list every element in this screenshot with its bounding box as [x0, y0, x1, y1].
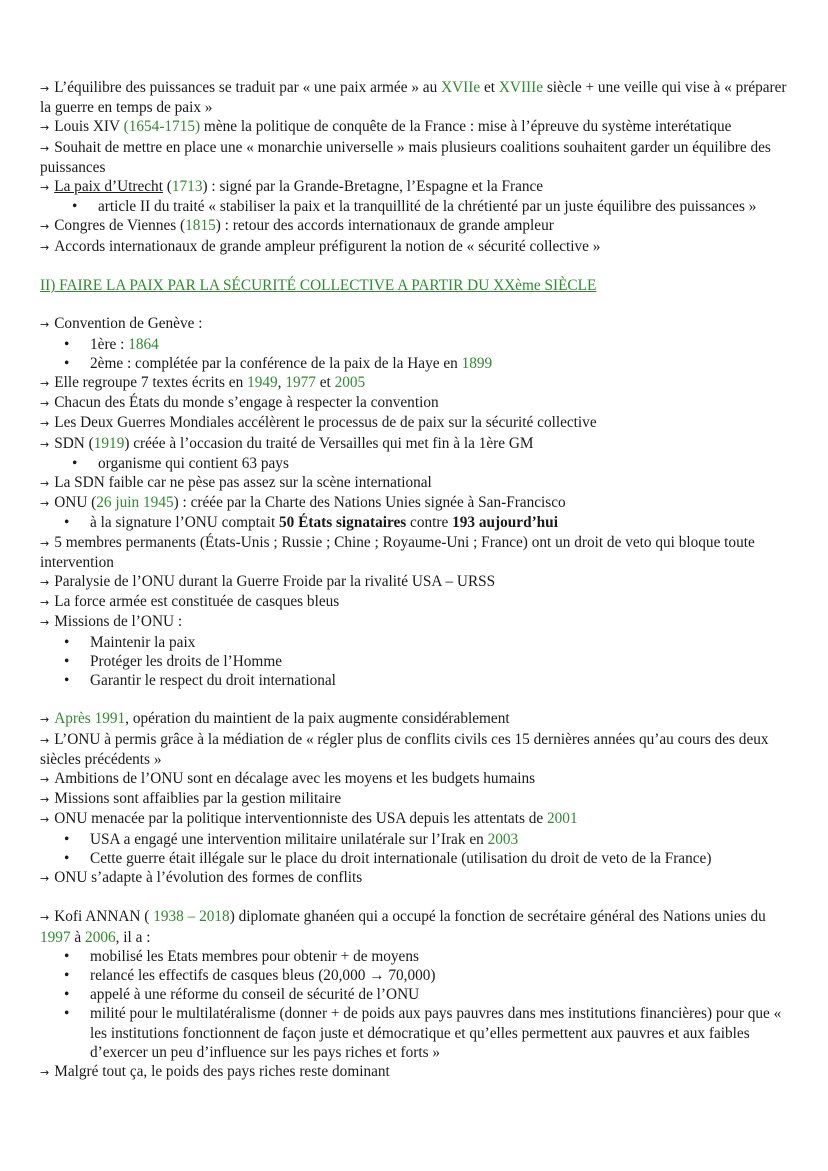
arrow-icon: → [40, 1066, 50, 1080]
list-item: • 1ère : 1864 [40, 335, 794, 354]
paragraph-equilibre: → L’équilibre des puissances se traduit par « une paix armée » au XVIIe et XVIIIe siècle + une veille qui vise à « préparer la guerre en temps de paix » [40, 79, 787, 117]
date: 2003 [487, 830, 519, 848]
paragraph-onu: → ONU (26 juin 1945) : créée par la Charte des Nations Unies signée à San-Francisco [40, 494, 566, 512]
paragraph-kofi-annan: → Kofi ANNAN ( 1938 – 2018) diplomate ghanéen qui a occupé la fonction de secrétaire général des Nations unies du 1997 à 2006, il a : [40, 908, 766, 946]
arrow-icon: → [40, 121, 50, 135]
arrow-icon: → [40, 616, 50, 630]
paragraph-vienne: → Congres de Viennes (1815) : retour des accords internationaux de grande ampleur [40, 217, 554, 235]
paragraph-menacee: → ONU menacée par la politique interventionniste des USA depuis les attentats de 2001 [40, 810, 578, 828]
list-item: • article II du traité « stabiliser la paix et la tranquillité de la chrétienté par un juste équilibre des puissances » [40, 197, 794, 216]
paragraph-malgre: → Malgré tout ça, le poids des pays riches reste dominant [40, 1063, 390, 1081]
paragraph-mediation: → L’ONU à permis grâce à la médiation de « régler plus de conflits civils ces 15 dernières années qu’au cours des deux siècles précédents » [40, 730, 769, 768]
date: 2001 [547, 810, 578, 828]
arrow-icon: → [40, 576, 50, 590]
list-item: • 2ème : complétée par la conférence de la paix de la Haye en 1899 [40, 354, 794, 373]
underlined-term: La paix d’Utrecht [54, 178, 163, 196]
date: 26 juin 1945 [96, 494, 174, 512]
arrow-icon: → [40, 220, 50, 234]
paragraph-force: → La force armée est constituée de casques bleus [40, 593, 340, 611]
date: 1864 [128, 335, 159, 353]
list-item: • mobilisé les Etats membres pour obtenir + de moyens [40, 947, 794, 966]
list-item: • Protéger les droits de l’Homme [40, 652, 794, 671]
list-item: • Cette guerre était illégale sur le place du droit internationale (utilisation du droit de veto de la France) [40, 849, 794, 868]
arrow-icon: → [40, 181, 50, 195]
arrow-icon: → [40, 773, 50, 787]
list-item: • Garantir le respect du droit international [40, 671, 794, 690]
date: XVIIIe [498, 79, 544, 96]
date: 1977 [285, 374, 316, 392]
date: 1899 [461, 354, 493, 372]
bullet-list [40, 335, 794, 373]
arrow-icon: → [40, 813, 50, 827]
paragraph-adapte: → ONU s’adapte à l’évolution des formes de conflits [40, 869, 363, 887]
arrow-icon: → [40, 82, 50, 95]
paragraph-apres-1991: → Après 1991, opération du maintient de la paix augmente considérablement [40, 710, 510, 728]
arrow-icon: → [40, 536, 50, 550]
paragraph-missions-affaiblies: → Missions sont affaiblies par la gestion militaire [40, 790, 342, 808]
paragraph-sdn-faible: → La SDN faible car ne pèse pas assez sur la scène international [40, 474, 432, 492]
arrow-icon: → [40, 497, 50, 511]
paragraph-geneve: → Convention de Genève : [40, 315, 203, 333]
arrow-icon: → [40, 793, 50, 807]
paragraph-chacun: → Chacun des États du monde s’engage à respecter la convention [40, 394, 439, 412]
date: 1713 [171, 178, 203, 196]
date: Après 1991 [54, 710, 126, 728]
paragraph-accords: → Accords internationaux de grande ampleur préfigurent la notion de « sécurité collective » [40, 237, 601, 255]
paragraph-utrecht: → La paix d’Utrecht (1713) : signé par la Grande-Bretagne, l’Espagne et la France [40, 178, 544, 196]
paragraph-missions: → Missions de l’ONU : [40, 613, 183, 631]
list-item: • Maintenir la paix [40, 633, 794, 652]
arrow-icon: → [40, 141, 50, 155]
bullet-list [40, 830, 794, 868]
list-item: • USA a engagé une intervention militaire unilatérale sur l’Irak en 2003 [40, 830, 794, 849]
arrow-icon: → [40, 713, 50, 727]
date: (1654-1715) [123, 118, 201, 136]
paragraph-paralysie: → Paralysie de l’ONU durant la Guerre Froide par la rivalité USA – URSS [40, 573, 496, 591]
section-heading: II) FAIRE LA PAIX PAR LA SÉCURITÉ COLLECTIVE A PARTIR DU XXème SIÈCLE [40, 277, 597, 295]
paragraph-guerres: → Les Deux Guerres Mondiales accélèrent le processus de de paix sur la sécurité collective [40, 414, 597, 432]
arrow-icon: → [40, 417, 50, 431]
date: 1919 [93, 434, 125, 452]
paragraph-louis-xiv: → Louis XIV (1654-1715) mène la politique de conquête de la France : mise à l’épreuve du système interétatique [40, 118, 732, 136]
bullet-list [40, 633, 794, 691]
list-item: • à la signature l’ONU comptait 50 États signataires contre 193 aujourd’hui [40, 513, 794, 532]
date: 2005 [334, 374, 366, 392]
bullet-list [40, 197, 794, 216]
arrow-icon: → [40, 911, 50, 925]
paragraph-monarchie: → Souhait de mettre en place une « monarchie universelle » mais plusieurs coalitions souhaitent garder un équilibre des puissances [40, 138, 771, 176]
list-item: • appelé à une réforme du conseil de sécurité de l’ONU [40, 985, 794, 1004]
date: 1949 [247, 374, 278, 392]
paragraph-sdn: → SDN (1919) créée à l’occasion du traité de Versailles qui met fin à la 1ère GM [40, 434, 534, 452]
date: XVIIe [441, 79, 481, 96]
arrow-icon: → [40, 477, 50, 491]
arrow-icon: → [40, 872, 50, 886]
arrow-icon: → [40, 318, 50, 332]
date: 1938 – 2018 [153, 908, 230, 926]
list-item: • organisme qui contient 63 pays [40, 454, 794, 473]
date: 1815 [185, 217, 216, 235]
arrow-icon: → [40, 397, 50, 411]
bullet-list [40, 454, 794, 473]
paragraph-membres: → 5 membres permanents (États-Unis ; Russie ; Chine ; Royaume-Uni ; France) ont un droit de veto qui bloque toute intervention [40, 533, 755, 571]
arrow-icon: → [40, 240, 50, 254]
paragraph-textes: → Elle regroupe 7 textes écrits en 1949, 1977 et 2005 [40, 374, 366, 392]
arrow-icon: → [40, 596, 50, 610]
list-item: • relancé les effectifs de casques bleus (20,000 → 70,000) [40, 966, 794, 985]
bullet-list [40, 513, 794, 532]
arrow-icon: → [40, 377, 50, 391]
arrow-icon: → [40, 733, 50, 747]
paragraph-ambitions: → Ambitions de l’ONU sont en décalage avec les moyens et les budgets humains [40, 770, 536, 788]
date: 2006 [85, 928, 116, 946]
list-item: • milité pour le multilatéralisme (donner + de poids aux pays pauvres dans mes institutions financières) pour que « les institutions fonctionnent de façon juste et démocratique et qu’elles permettent aux pauvres et aux faibles d’exercer un peu d’influence sur les pays riches et forts » [40, 1004, 794, 1062]
date: 1997 [40, 928, 71, 946]
bullet-list [40, 947, 794, 1062]
arrow-icon: → [40, 437, 50, 451]
